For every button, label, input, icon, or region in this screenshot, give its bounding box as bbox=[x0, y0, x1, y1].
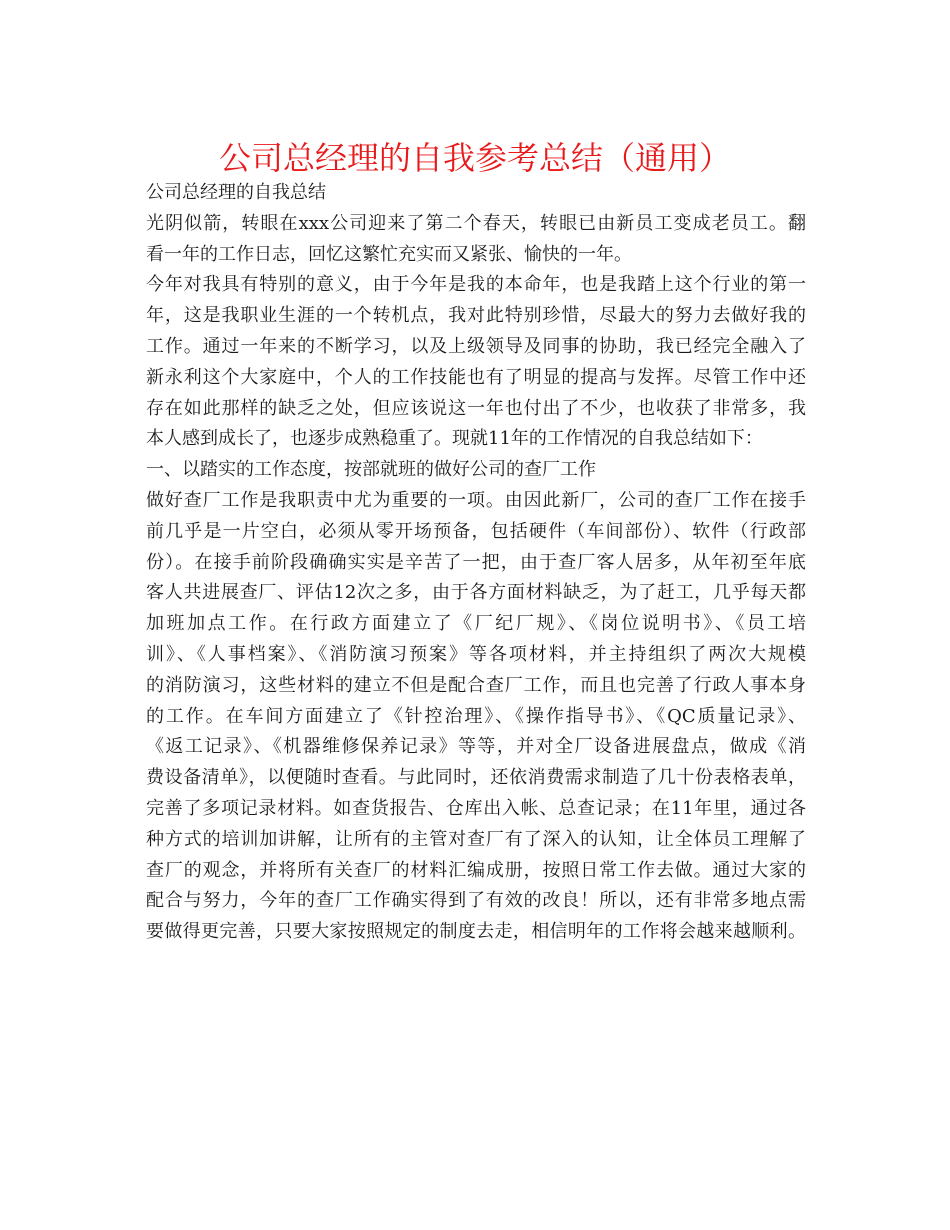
body-line: 种方式的培训加讲解，让所有的主管对查厂有了深入的认知，让全体员工理解了 bbox=[146, 828, 806, 850]
body-line: 做好查厂工作是我职责中尤为重要的一项。由因此新厂，公司的查厂工作在接手 bbox=[146, 489, 806, 511]
body-line: 本人感到成长了，也逐步成熟稳重了。现就11年的工作情况的自我总结如下： bbox=[146, 428, 763, 450]
body-line: 配合与努力，今年的查厂工作确实得到了有效的改良！所以，还有非常多地点需 bbox=[146, 890, 806, 912]
body-line: 完善了多项记录材料。如查货报告、仓库出入帐、总查记录；在11年里，通过各 bbox=[146, 797, 806, 819]
body-line: 今年对我具有特别的意义，由于今年是我的本命年，也是我踏上这个行业的第一 bbox=[146, 274, 806, 296]
body-line: 的工作。在车间方面建立了《针控治理》、《操作指导书》、《QC质量记录》、 bbox=[146, 705, 806, 727]
body-line: 年，这是我职业生涯的一个转机点，我对此特别珍惜，尽最大的努力去做好我的 bbox=[146, 305, 806, 327]
body-line: 看一年的工作日志，回忆这繁忙充实而又紧张、愉快的一年。 bbox=[146, 243, 632, 265]
document-body bbox=[146, 178, 806, 948]
body-line: 的消防演习，这些材料的建立不但是配合查厂工作，而且也完善了行政人事本身 bbox=[146, 674, 806, 696]
body-line: 查厂的观念，并将所有关查厂的材料汇编成册，按照日常工作去做。通过大家的 bbox=[146, 859, 806, 881]
body-line: 前几乎是一片空白，必须从零开场预备，包括硬件（车间部份）、软件（行政部 bbox=[146, 520, 806, 542]
body-line: 加班加点工作。在行政方面建立了《厂纪厂规》、《岗位说明书》、《员工培 bbox=[146, 613, 806, 635]
body-line: 公司总经理的自我总结 bbox=[146, 182, 326, 203]
body-line: 份）。在接手前阶段确确实实是辛苦了一把，由于查厂客人居多，从年初至年底 bbox=[146, 551, 806, 573]
body-line: 客人共进展查厂、评估12次之多，由于各方面材料缺乏，为了赶工，几乎每天都 bbox=[146, 582, 806, 604]
body-line: 存在如此那样的缺乏之处，但应该说这一年也付出了不少，也收获了非常多，我 bbox=[146, 397, 806, 419]
body-line: 光阴似箭，转眼在xxx公司迎来了第二个春天，转眼已由新员工变成老员工。翻 bbox=[146, 212, 806, 234]
body-line: 工作。通过一年来的不断学习，以及上级领导及同事的协助，我已经完全融入了 bbox=[146, 335, 806, 357]
body-line: 《返工记录》、《机器维修保养记录》等等，并对全厂设备进展盘点，做成《消 bbox=[146, 736, 806, 758]
body-line: 要做得更完善，只要大家按照规定的制度去走，相信明年的工作将会越来越顺利。 bbox=[146, 921, 806, 943]
body-line: 一、以踏实的工作态度，按部就班的做好公司的查厂工作 bbox=[146, 459, 596, 481]
body-line: 训》、《人事档案》、《消防演习预案》等各项材料，并主持组织了两次大规模 bbox=[146, 643, 806, 665]
document-title: 公司总经理的自我参考总结（通用） bbox=[218, 139, 731, 177]
body-line: 新永利这个大家庭中，个人的工作技能也有了明显的提高与发挥。尽管工作中还 bbox=[146, 366, 806, 388]
body-line: 费设备清单》，以便随时查看。与此同时，还依消费需求制造了几十份表格表单， bbox=[146, 767, 806, 789]
